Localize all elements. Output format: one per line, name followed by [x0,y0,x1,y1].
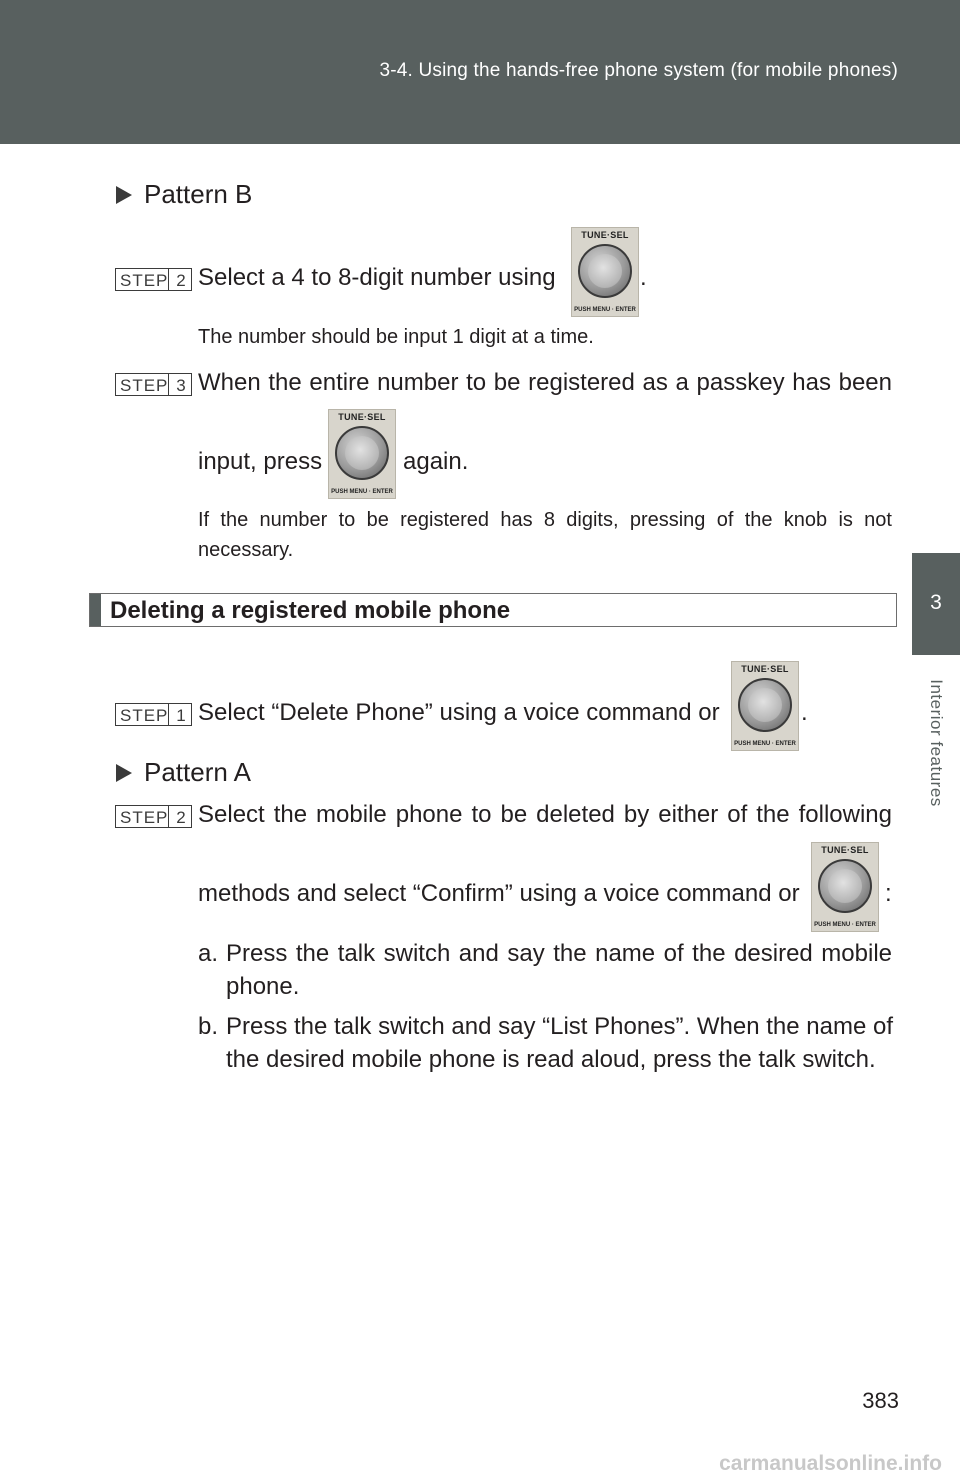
step-b3-note-line2: necessary. [198,539,294,561]
step-word: STEP [120,706,169,725]
step-a2-text-line1: Select the mobile phone to be deleted by either of the following [198,801,892,828]
step-b3-text-pre: input, press [198,448,323,475]
step-b2-note: The number should be input 1 digit at a time. [198,326,594,348]
section-title: Deleting a registered mobile phone [110,597,511,624]
watermark: carmanualsonline.info [719,1452,942,1475]
header-title: 3-4. Using the hands-free phone system (for mobile phones) [379,60,898,81]
step-word: STEP [120,808,169,827]
step-word: STEP [120,376,169,395]
triangle-bullet-icon [116,764,132,782]
pattern-a-heading [116,757,251,788]
step-b2-text: Select a 4 to 8-digit number using [198,264,556,291]
section-header [89,593,897,627]
page-number: 383 [862,1388,899,1413]
section-accent [90,594,101,626]
triangle-bullet-icon [116,186,132,204]
step-badge [115,268,192,291]
chapter-number: 3 [930,591,942,614]
pattern-b-label: Pattern B [144,179,253,209]
chapter-tab [912,553,960,655]
step-b3-text-line1: When the entire number to be registered as a passkey has been [198,369,892,396]
step-a2-text-line2: methods and select “Confirm” using a voice command or [198,880,800,907]
step-word: STEP [120,271,169,290]
step-a2-end: : [885,880,892,907]
chapter-label: Interior features [927,679,946,807]
step-badge [115,703,192,726]
step-number: 3 [176,376,186,395]
step-b3-note-line1: If the number to be registered has 8 digits, pressing of the knob is not [198,509,892,531]
tune-sel-knob-icon: TUNE·SEL PUSH MENU · ENTER [731,661,799,751]
step-b3-text-post: again. [403,448,469,475]
step-number: 1 [176,706,186,725]
step-b2-end: . [640,264,647,291]
step-d1-text: Select “Delete Phone” using a voice command or [198,699,720,726]
tune-sel-knob-icon: TUNE·SEL PUSH MENU · ENTER [811,842,879,932]
step-d1-end: . [801,699,808,726]
pattern-b-heading [116,179,252,210]
pattern-a-label: Pattern A [144,757,251,787]
step-badge [115,805,192,828]
page-header [0,0,960,144]
step-number: 2 [176,808,186,827]
step-number: 2 [176,271,186,290]
tune-sel-knob-icon: TUNE·SEL PUSH MENU · ENTER [328,409,396,499]
tune-sel-knob-icon: TUNE·SEL PUSH MENU · ENTER [571,227,639,317]
step-badge [115,373,192,396]
